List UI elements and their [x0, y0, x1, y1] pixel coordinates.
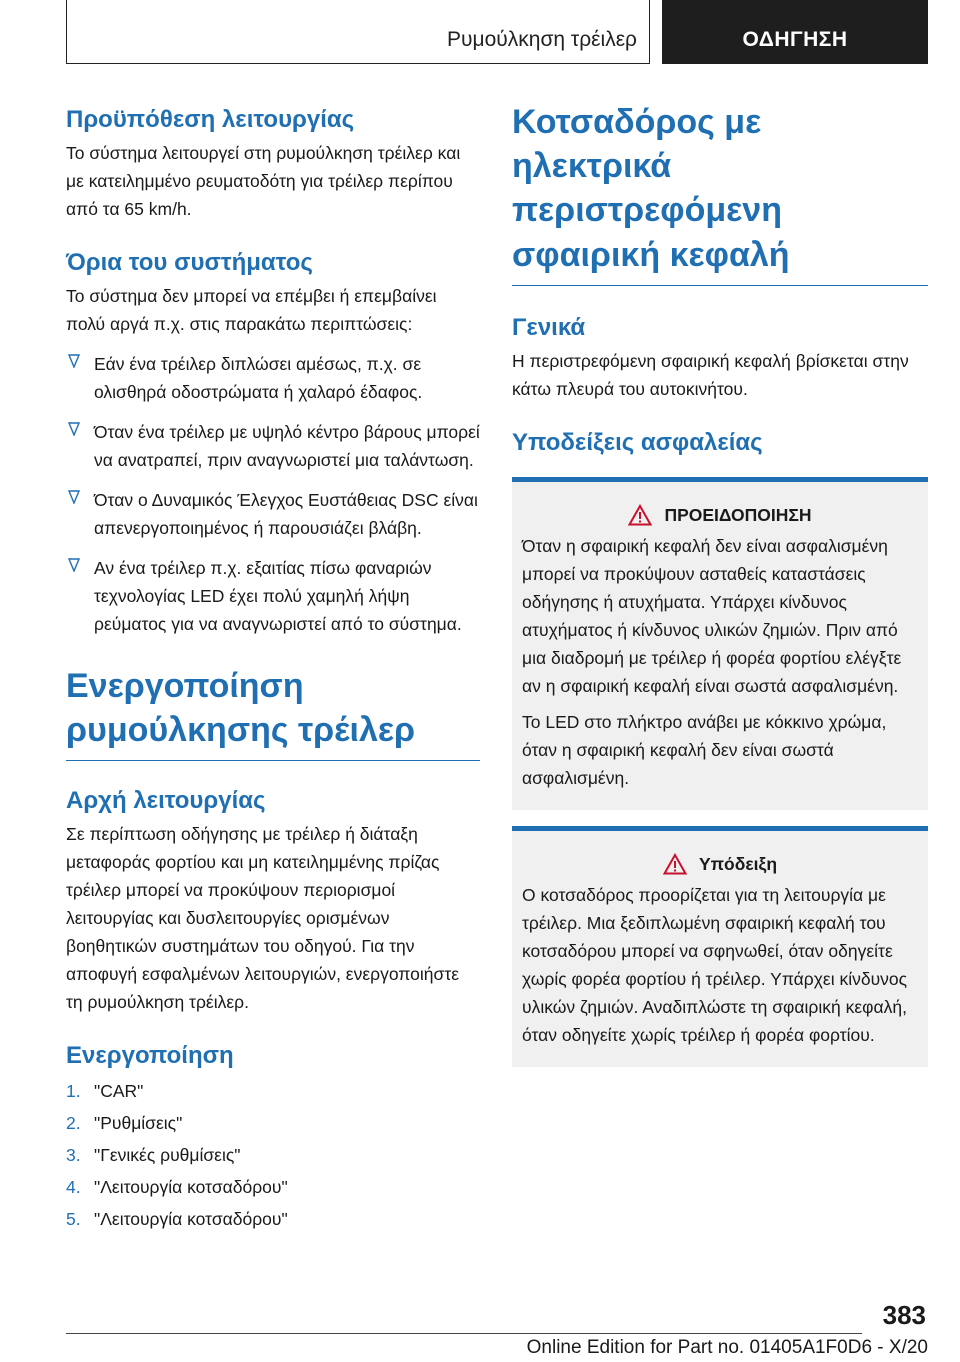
notice-text: Ο κοτσαδόρος προορίζεται για τη λειτουργία με τρέιλερ. Μια ξεδιπλωμένη σφαιρική κεφαλή του κοτσαδόρου μπορεί να σφηνωθεί, όταν οδηγείτε χωρίς φορέα φορτίου ή τρέιλερ. Υπάρχει κίνδυνος υλικών ζημιών. Αναδιπλώστε τη σφαιρική κεφαλή, όταν οδηγείτε χωρίς τρέιλερ ή φορέα φορτίου.	[522, 885, 908, 1046]
triangle-bullet-icon	[68, 354, 80, 368]
list-item	[66, 554, 480, 638]
list-item-text: Εάν ένα τρέιλερ διπλώσει αμέσως, π.χ. σε ολισθηρά οδοστρώματα ή χαλαρό έδαφος.	[94, 353, 423, 402]
limits-list	[66, 350, 480, 638]
safety-heading: Υποδείξεις ασφαλείας	[512, 428, 763, 456]
step-text: "CAR"	[94, 1080, 144, 1101]
list-item	[66, 1077, 480, 1105]
warning-text: Όταν η σφαιρική κεφαλή δεν είναι ασφαλισμένη μπορεί να προκύψουν ασταθείς καταστάσεις οδήγησης ή ατυχήματα. Υπάρχει κίνδυνος ατυχήματος ή κίνδυνος υλικών ζημιών. Πριν από μια διαδρομή με τρέιλερ ή φορέα φορτίου ελέγξτε αν η σφαιρική κεφαλή είναι σωστά ασφαλισμένη.	[522, 536, 902, 697]
right-column	[512, 100, 928, 1067]
page-number: 383	[882, 1300, 926, 1330]
section-tab	[66, 0, 650, 64]
step-number: 4.	[66, 1176, 81, 1197]
step-text: "Ρυθμίσεις"	[94, 1112, 183, 1133]
step-number: 2.	[66, 1112, 81, 1133]
enable-heading: Ενεργοποίηση	[66, 1041, 234, 1069]
limits-heading: Όρια του συστήματος	[66, 248, 313, 276]
section-title: Ρυμούλκηση τρέιλερ	[447, 28, 637, 51]
enable-steps	[66, 1077, 480, 1233]
list-item-text: Όταν ο Δυναμικός Έλεγχος Ευστάθειας DSC είναι απενεργοποιημένος ή παρουσιάζει βλάβη.	[94, 489, 478, 538]
notice-label: Υπόδειξη	[698, 853, 778, 874]
warning-header	[522, 504, 918, 526]
principle-text: Σε περίπτωση οδήγησης με τρέιλερ ή διάταξη μεταφοράς φορτίου και μη κατειλημμένης πρίζας τρέιλερ μπορεί να προκύψουν περιορισμοί λειτουργίας και δυσλειτουργίες ορισμένων βοηθητικών συστημάτων του οδηγού. Για την αποφυγή εσφαλμένων λειτουργιών, ενεργοποιήστε τη ρυμούλκηση τρέιλερ.	[66, 823, 460, 1012]
triangle-bullet-icon	[68, 558, 80, 572]
left-column	[66, 100, 480, 1237]
general-heading: Γενικά	[512, 313, 586, 341]
list-item	[66, 1109, 480, 1137]
footer-divider	[66, 1333, 862, 1334]
principle-heading: Αρχή λειτουργίας	[66, 786, 266, 814]
list-item-text: Αν ένα τρέιλερ π.χ. εξαιτίας πίσω φαναριών τεχνολογίας LED έχει πολύ χαμηλή λήψη ρεύματος για να αναγνωριστεί από το σύστημα.	[94, 557, 462, 634]
warning-triangle-icon	[628, 504, 652, 526]
chapter-tab	[662, 0, 928, 64]
step-number: 1.	[66, 1080, 81, 1101]
step-text: "Γενικές ρυθμίσεις"	[94, 1144, 241, 1165]
main-heading: Κοτσαδόρος με ηλεκτρικά περιστρεφόμενη σφαιρική κεφαλή	[512, 100, 928, 286]
limits-text: Το σύστημα δεν μπορεί να επέμβει ή επεμβαίνει πολύ αργά π.χ. στις παρακάτω περιπτώσεις:	[66, 285, 437, 334]
notice-box	[512, 826, 928, 1067]
list-item	[66, 1173, 480, 1201]
prereq-heading: Προϋπόθεση λειτουργίας	[66, 106, 355, 133]
warning-label: ΠΡΟΕΙΔΟΠΟΙΗΣΗ	[664, 504, 812, 525]
list-item	[66, 486, 480, 542]
triangle-bullet-icon	[68, 422, 80, 436]
step-text: "Λειτουργία κοτσαδόρου"	[94, 1176, 288, 1197]
step-text: "Λειτουργία κοτσαδόρου"	[94, 1208, 288, 1229]
step-number: 3.	[66, 1144, 81, 1165]
warning-text-led: Το LED στο πλήκτρο ανάβει με κόκκινο χρώμα, όταν η σφαιρική κεφαλή δεν είναι σωστά ασφαλισμένη.	[522, 712, 887, 789]
triangle-bullet-icon	[68, 490, 80, 504]
list-item	[66, 418, 480, 474]
list-item	[66, 1141, 480, 1169]
activation-heading: Ενεργοποίηση ρυμούλκησης τρέιλερ	[66, 664, 480, 761]
edition-text: Online Edition for Part no. 01405A1F0D6 - X/20	[526, 1337, 928, 1358]
prereq-text: Το σύστημα λειτουργεί στη ρυμούλκηση τρέιλερ και με κατειλημμένο ρευματοδότη για τρέιλερ περίπου από τα 65 km/h.	[66, 142, 461, 219]
chapter-title: ΟΔΗΓΗΣΗ	[742, 28, 848, 51]
warning-box	[512, 477, 928, 810]
list-item	[66, 1205, 480, 1233]
warning-triangle-icon	[663, 853, 687, 875]
list-item	[66, 350, 480, 406]
page-header	[66, 0, 928, 64]
step-number: 5.	[66, 1208, 81, 1229]
notice-header	[522, 853, 918, 875]
general-text: Η περιστρεφόμενη σφαιρική κεφαλή βρίσκεται στην κάτω πλευρά του αυτοκινήτου.	[512, 350, 909, 399]
list-item-text: Όταν ένα τρέιλερ με υψηλό κέντρο βάρους μπορεί να ανατραπεί, πριν αναγνωριστεί μια ταλάντωση.	[94, 421, 480, 470]
